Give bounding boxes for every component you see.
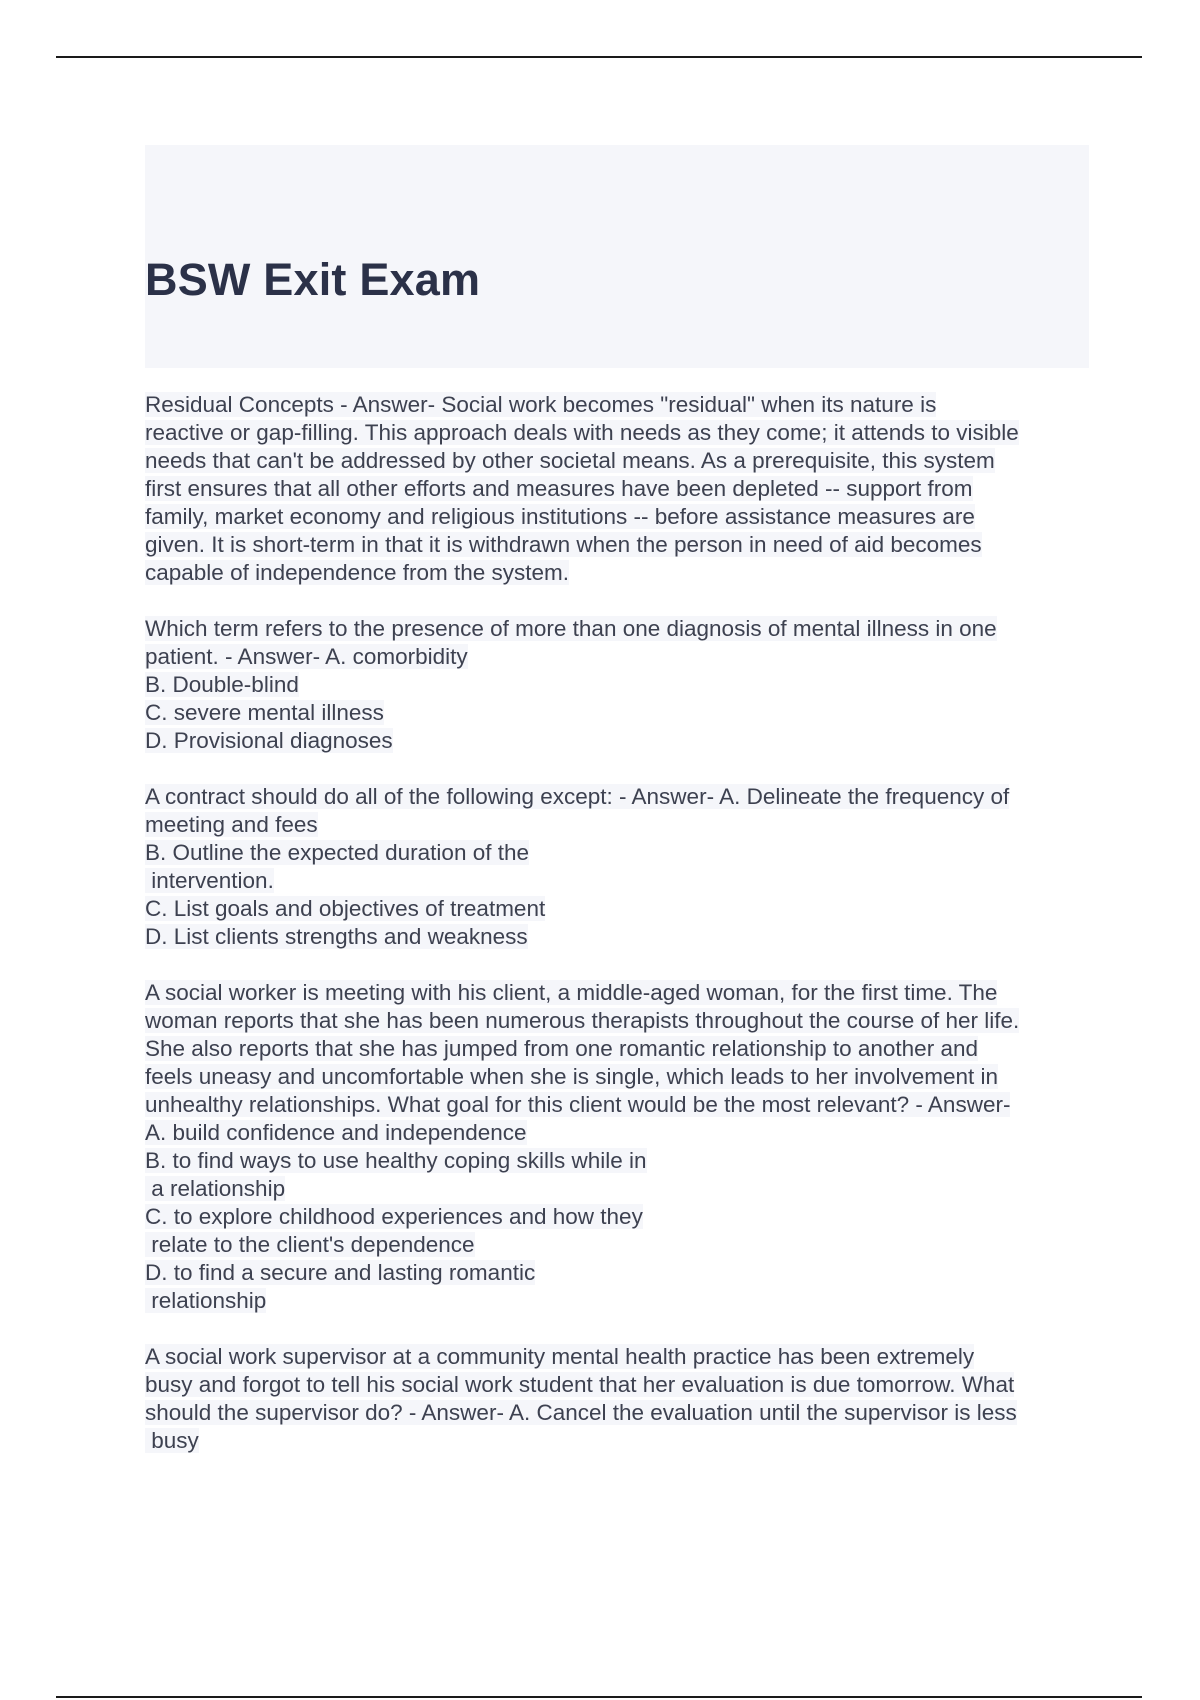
text-line [145,531,1089,559]
text-line [145,475,1089,503]
line-text: C. List goals and objectives of treatment [145,896,546,921]
text-line [145,1231,1089,1259]
line-text: unhealthy relationships. What goal for this client would be the most relevant? - Answer- [145,1092,1011,1117]
text-line [145,1259,1089,1287]
line-text: C. to explore childhood experiences and how they [145,1204,643,1229]
text-line [145,1035,1089,1063]
line-text: needs that can't be addressed by other societal means. As a prerequisite, this system [145,448,995,473]
line-text: meeting and fees [145,812,318,837]
text-line [145,867,1089,895]
line-text: B. to find ways to use healthy coping skills while in [145,1148,647,1173]
line-text: B. Double-blind [145,672,299,697]
text-line [145,1119,1089,1147]
line-text: reactive or gap-filling. This approach deals with needs as they come; it attends to visible [145,420,1019,445]
text-line [145,1175,1089,1203]
text-line [145,1063,1089,1091]
text-line [145,839,1089,867]
line-text: feels uneasy and uncomfortable when she is single, which leads to her involvement in [145,1064,998,1089]
bottom-rule [56,1696,1142,1698]
text-line [145,391,1089,419]
line-text: intervention. [145,868,274,893]
text-line [145,923,1089,951]
line-text: D. to find a secure and lasting romantic [145,1260,536,1285]
line-text: Residual Concepts - Answer- Social work becomes "residual" when its nature is [145,392,937,417]
qa-block [145,783,1089,951]
line-text: A social worker is meeting with his client, a middle-aged woman, for the first time. The [145,980,998,1005]
line-text: should the supervisor do? - Answer- A. Cancel the evaluation until the supervisor is less [145,1400,1017,1425]
line-text: busy [145,1428,199,1453]
line-text: given. It is short-term in that it is withdrawn when the person in need of aid becomes [145,532,982,557]
text-line [145,979,1089,1007]
line-text: patient. - Answer- A. comorbidity [145,644,468,669]
text-line [145,1399,1089,1427]
text-line [145,1343,1089,1371]
line-text: relate to the client's dependence [145,1232,475,1257]
text-line [145,1427,1089,1455]
line-text: A. build confidence and independence [145,1120,527,1145]
text-line [145,503,1089,531]
line-text: D. Provisional diagnoses [145,728,393,753]
line-text: family, market economy and religious institutions -- before assistance measures are [145,504,975,529]
text-line [145,727,1089,755]
text-line [145,783,1089,811]
question-answer-list [145,368,1089,1455]
line-text: woman reports that she has been numerous therapists throughout the course of her life. [145,1008,1020,1033]
qa-block [145,615,1089,755]
line-text: C. severe mental illness [145,700,384,725]
line-text: Which term refers to the presence of more than one diagnosis of mental illness in one [145,616,997,641]
text-line [145,895,1089,923]
text-line [145,1371,1089,1399]
title-band [145,145,1089,368]
line-text: D. List clients strengths and weakness [145,924,528,949]
text-line [145,447,1089,475]
line-text: She also reports that she has jumped from one romantic relationship to another and [145,1036,978,1061]
text-line [145,1203,1089,1231]
text-line [145,699,1089,727]
line-text: A social work supervisor at a community mental health practice has been extremely [145,1344,975,1369]
line-text: A contract should do all of the following except: - Answer- A. Delineate the frequency of [145,784,1010,809]
line-text: a relationship [145,1176,286,1201]
line-text: first ensures that all other efforts and measures have been depleted -- support from [145,476,973,501]
text-line [145,1147,1089,1175]
text-line [145,1007,1089,1035]
text-line [145,643,1089,671]
qa-block [145,1343,1089,1455]
line-text: capable of independence from the system. [145,560,570,585]
document-title: BSW Exit Exam [145,254,481,305]
qa-block [145,391,1089,587]
text-line [145,811,1089,839]
line-text: busy and forgot to tell his social work student that her evaluation is due tomorrow. What [145,1372,1015,1397]
line-text: relationship [145,1288,267,1313]
text-line [145,559,1089,587]
text-line [145,615,1089,643]
top-rule [56,56,1142,58]
text-line [145,671,1089,699]
qa-block [145,979,1089,1315]
text-line [145,1287,1089,1315]
line-text: B. Outline the expected duration of the [145,840,530,865]
text-line [145,1091,1089,1119]
document-page [145,145,1089,1483]
text-line [145,419,1089,447]
